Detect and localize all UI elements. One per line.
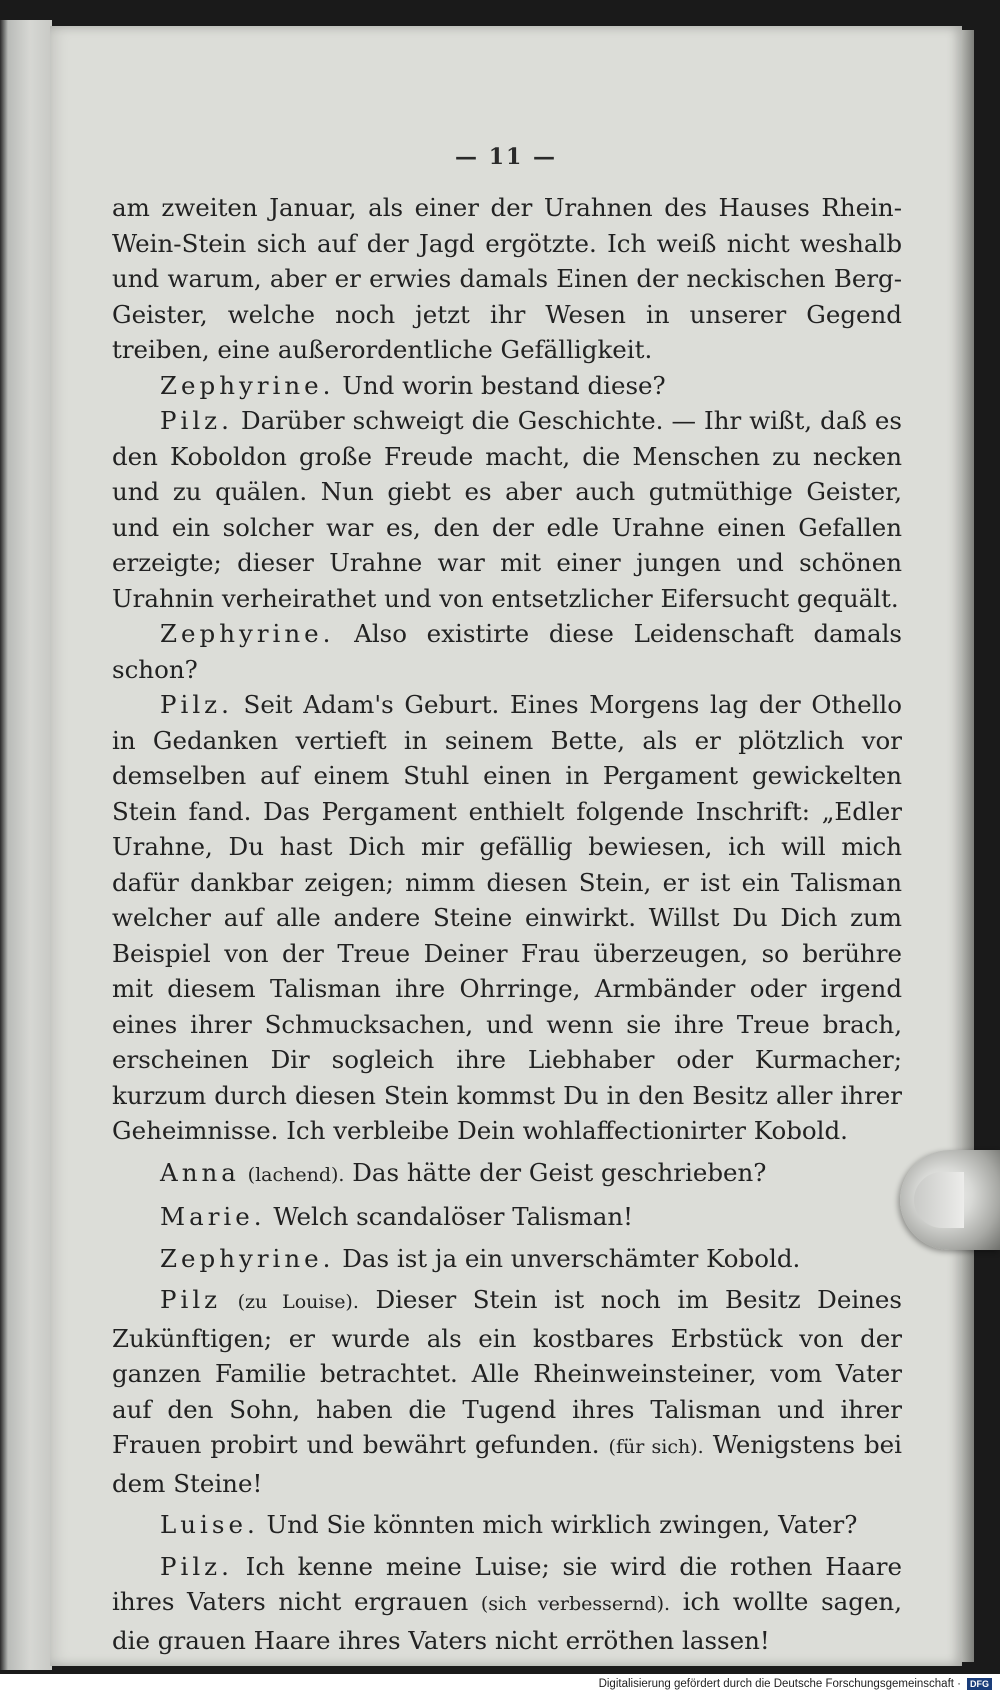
stage-direction: (lachend). — [247, 1163, 345, 1186]
speaker-name: Luise. — [160, 1510, 259, 1539]
paragraph-text: Das ist ja ein unverschämter Kobold. — [342, 1243, 801, 1273]
stage-direction: (sich verbessernd). — [480, 1593, 671, 1615]
stage-direction: (für sich). — [608, 1436, 704, 1458]
paragraph-8 — [112, 1282, 902, 1501]
paragraph-text: Welch scandalöser Talisman! — [273, 1202, 634, 1231]
paragraph-5 — [112, 1155, 902, 1194]
paragraph-text: Wenigstens bei dem Steine! — [112, 1430, 903, 1498]
paragraph-2 — [112, 403, 902, 616]
paragraph-text: Das hätte der Geist geschrieben? — [352, 1157, 767, 1187]
paragraph-text: Also existirte diese Leidenschaft damals schon? — [112, 619, 902, 684]
paragraph-9 — [112, 1507, 902, 1543]
stage-direction: (zu Louise). — [237, 1291, 359, 1313]
dfg-logo: DFG — [967, 1678, 992, 1690]
paragraph-text: Seit Adam's Geburt. Eines Morgens lag der Othello in Gedanken vertieft in seinem Bette, als er plötzlich vor demselben auf einem Stuhl einen in Pergament gewickelten Stein fand. Das Pergament enthielt folgende Inschrift: „Edler Urahne, Du hast Dich mir gefällig bewiesen, ich will mich dafür dankbar zeigen; nimm diesen Stein, er ist ein Talisman welcher auf alle andere Steine einwirkt. Willst Du Dich zum Beispiel von der Treue Deiner Frau überzeugen, so berühre mit diesem Talisman ihre Ohrringe, Armbänder oder irgend eines ihrer Schmucksachen, und wenn sie ihre Treue brach, erscheinen Dir sogleich ihre Liebhaber oder Kurmacher; kurzum durch diesen Stein kommst Du in den Besitz aller ihrer Geheimnisse. Ich verbleibe Dein wohlaffectionirter Kobold. — [112, 690, 902, 1145]
paragraph-text: Und Sie könnten mich wirklich zwingen, Vater? — [266, 1510, 858, 1539]
page-text — [112, 190, 902, 1658]
paragraph-3 — [112, 616, 902, 687]
speaker-name: Zephyrine. — [160, 1243, 335, 1273]
speaker-name: Pilz — [160, 1285, 222, 1314]
speaker-name: Marie. — [160, 1202, 266, 1231]
page-right-edge — [962, 30, 974, 1662]
paragraph-text: Darüber schweigt die Geschichte. — Ihr wißt, daß es den Koboldon große Freude macht, die Menschen zu necken und zu quälen. Nun giebt es aber auch gutmüthige Geister, und ein solcher war es, den der edle Urahne einen Gefallen erzeigte; dieser Urahne war mit einer jungen und schönen Urahnin verheirathet und von entsetzlicher Eifersucht gequält. — [112, 406, 902, 613]
paragraph-6 — [112, 1199, 902, 1235]
footer-bar — [0, 1674, 1000, 1693]
paragraph-text: Und worin bestand diese? — [342, 370, 666, 400]
speaker-name: Pilz. — [160, 690, 233, 719]
scanner-clip-highlight — [914, 1172, 964, 1228]
speaker-name: Zephyrine. — [160, 619, 335, 648]
page-number: — 11 — — [455, 144, 557, 170]
paragraph-4 — [112, 687, 902, 1149]
paragraph-text: Ich kenne meine Luise; sie wird die rothen Haare ihres Vaters nicht ergrauen — [112, 1551, 902, 1616]
paragraph-7 — [112, 1241, 902, 1277]
paragraph-text: Dieser Stein ist noch im Besitz Deines Zukünftigen; er wurde als ein kostbares Erbstück von der ganzen Familie betrachtet. Alle Rheinweinsteiner, vom Vater auf den Sohn, haben die Tugend ihres Talisman und ihrer Frauen probirt und bewährt gefunden. — [112, 1285, 903, 1459]
speaker-name: Pilz. — [160, 1551, 233, 1581]
book-page — [50, 26, 962, 1666]
speaker-name: Anna — [160, 1157, 240, 1187]
speaker-name: Zephyrine. — [160, 370, 335, 400]
scanner-clip — [900, 1150, 1000, 1250]
paragraph-text: am zweiten Januar, als einer der Urahnen des Hauses Rhein-Wein-Stein sich auf der Jagd ergötzte. Ich weiß nicht weshalb und warum, aber er erwies damals Einen der neckischen Berg-Geister, welche noch jetzt ihr Wesen in unserer Gegend treiben, eine außerordentliche Gefälligkeit. — [112, 193, 902, 364]
paragraph-text: ich wollte sagen, die grauen Haare ihres Vaters nicht erröthen lassen! — [112, 1587, 903, 1655]
page-left-edge — [0, 20, 52, 1670]
paragraph-0 — [112, 190, 902, 368]
paragraph-10 — [112, 1549, 902, 1659]
paragraph-1 — [112, 368, 902, 404]
speaker-name: Pilz. — [160, 406, 233, 435]
footer-credit: Digitalisierung gefördert durch die Deutsche Forschungsgemeinschaft · — [598, 1677, 961, 1690]
